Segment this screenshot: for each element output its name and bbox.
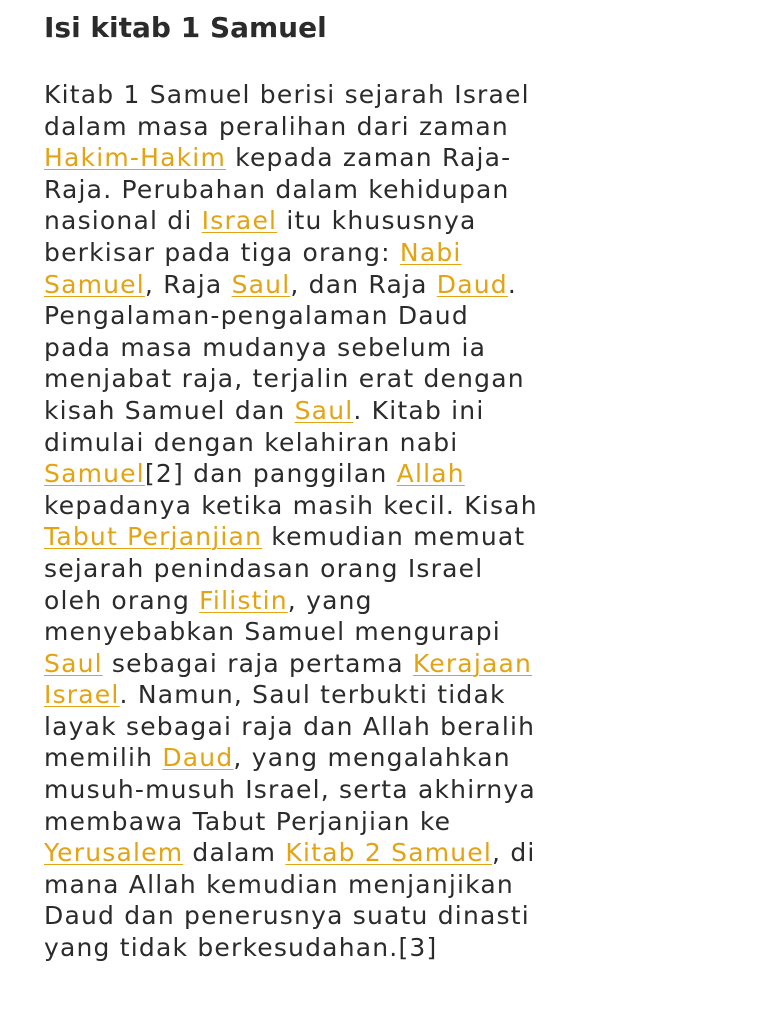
text-line	[44, 458, 744, 490]
text-line	[44, 900, 744, 932]
text-line	[44, 332, 744, 364]
wiki-link[interactable]: Filistin	[199, 585, 288, 615]
text-run: Kitab 1 Samuel berisi sejarah Israel	[44, 80, 530, 109]
wiki-link[interactable]: Daud	[162, 743, 234, 773]
text-line	[44, 679, 744, 711]
wiki-link[interactable]: Samuel	[44, 269, 145, 299]
text-line	[44, 837, 744, 869]
text-run: , dan Raja	[290, 269, 437, 299]
text-run: [2] dan panggilan	[144, 459, 397, 489]
text-run: yang tidak berkesudahan.[3]	[44, 933, 438, 963]
text-line	[44, 300, 744, 332]
wiki-link[interactable]: Allah	[396, 459, 465, 489]
text-run: , di	[492, 838, 536, 868]
text-line	[44, 174, 744, 206]
wiki-link[interactable]: Israel	[201, 206, 278, 236]
text-run: .	[507, 269, 518, 299]
text-run: menjabat raja, terjalin erat dengan	[44, 364, 525, 394]
text-line	[44, 142, 744, 174]
text-line	[44, 521, 744, 553]
text-run: kepada zaman Raja-	[226, 143, 512, 173]
text-run: kepadanya ketika masih kecil. Kisah	[44, 490, 538, 520]
text-run: memilih	[44, 743, 163, 773]
text-run: , yang mengalahkan	[233, 743, 511, 773]
text-run: Pengalaman-pengalaman Daud	[44, 301, 469, 331]
wiki-link[interactable]: Saul	[231, 269, 291, 299]
text-run: berkisar pada tiga orang:	[44, 237, 400, 267]
text-run: layak sebagai raja dan Allah beralih	[44, 711, 536, 741]
wiki-link[interactable]: Kerajaan	[412, 648, 533, 678]
text-line	[44, 616, 744, 648]
wiki-link[interactable]: Yerusalem	[44, 838, 184, 868]
text-line	[44, 742, 744, 774]
text-run: pada masa mudanya sebelum ia	[44, 332, 487, 362]
wiki-link[interactable]: Kitab 2 Samuel	[285, 838, 493, 868]
text-run: dalam	[183, 838, 286, 868]
text-run: nasional di	[44, 206, 202, 236]
text-line	[44, 648, 744, 680]
text-line	[44, 711, 744, 743]
text-line	[44, 932, 744, 964]
text-run: . Kitab ini	[353, 395, 485, 425]
wiki-link[interactable]: Samuel	[44, 459, 145, 489]
text-run: kisah Samuel dan	[44, 395, 295, 425]
text-run: , Raja	[144, 269, 232, 299]
text-run: oleh orang	[44, 585, 200, 615]
text-line	[44, 111, 744, 143]
article-paragraph	[44, 79, 744, 964]
text-run: musuh-musuh Israel, serta akhirnya	[44, 775, 536, 805]
text-line	[44, 363, 744, 395]
text-line	[44, 585, 744, 617]
wiki-link[interactable]: Saul	[44, 648, 103, 678]
text-run: dalam masa peralihan dari zaman	[44, 111, 509, 141]
text-line	[44, 490, 744, 522]
text-line	[44, 79, 744, 111]
text-run: sebagai raja pertama	[102, 648, 413, 678]
wiki-link[interactable]: Nabi	[399, 237, 462, 267]
wiki-link[interactable]: Israel	[44, 680, 120, 710]
text-run: Raja. Perubahan dalam kehidupan	[44, 174, 510, 204]
text-run: sejarah penindasan orang Israel	[44, 553, 484, 583]
text-run: kemudian memuat	[262, 522, 526, 552]
wiki-link[interactable]: Tabut Perjanjian	[44, 522, 263, 552]
wiki-link[interactable]: Daud	[436, 269, 508, 299]
text-line	[44, 395, 744, 427]
wiki-link[interactable]: Saul	[294, 395, 354, 425]
text-line	[44, 427, 744, 459]
text-run: membawa Tabut Perjanjian ke	[44, 806, 452, 836]
text-line	[44, 869, 744, 901]
text-run: , yang	[287, 585, 373, 615]
text-run: mana Allah kemudian menjanjikan	[44, 869, 514, 899]
text-run: dimulai dengan kelahiran nabi	[44, 427, 459, 457]
text-run: menyebabkan Samuel mengurapi	[44, 617, 501, 647]
text-line	[44, 774, 744, 806]
text-line	[44, 553, 744, 585]
wiki-link[interactable]: Hakim-Hakim	[44, 143, 227, 173]
text-line	[44, 269, 744, 301]
text-run: itu khususnya	[277, 206, 477, 236]
text-line	[44, 806, 744, 838]
section-heading: Isi kitab 1 Samuel	[44, 11, 327, 44]
text-line	[44, 237, 744, 269]
text-line	[44, 205, 744, 237]
text-run: . Namun, Saul terbukti tidak	[119, 680, 506, 710]
text-run: Daud dan penerusnya suatu dinasti	[44, 901, 530, 931]
